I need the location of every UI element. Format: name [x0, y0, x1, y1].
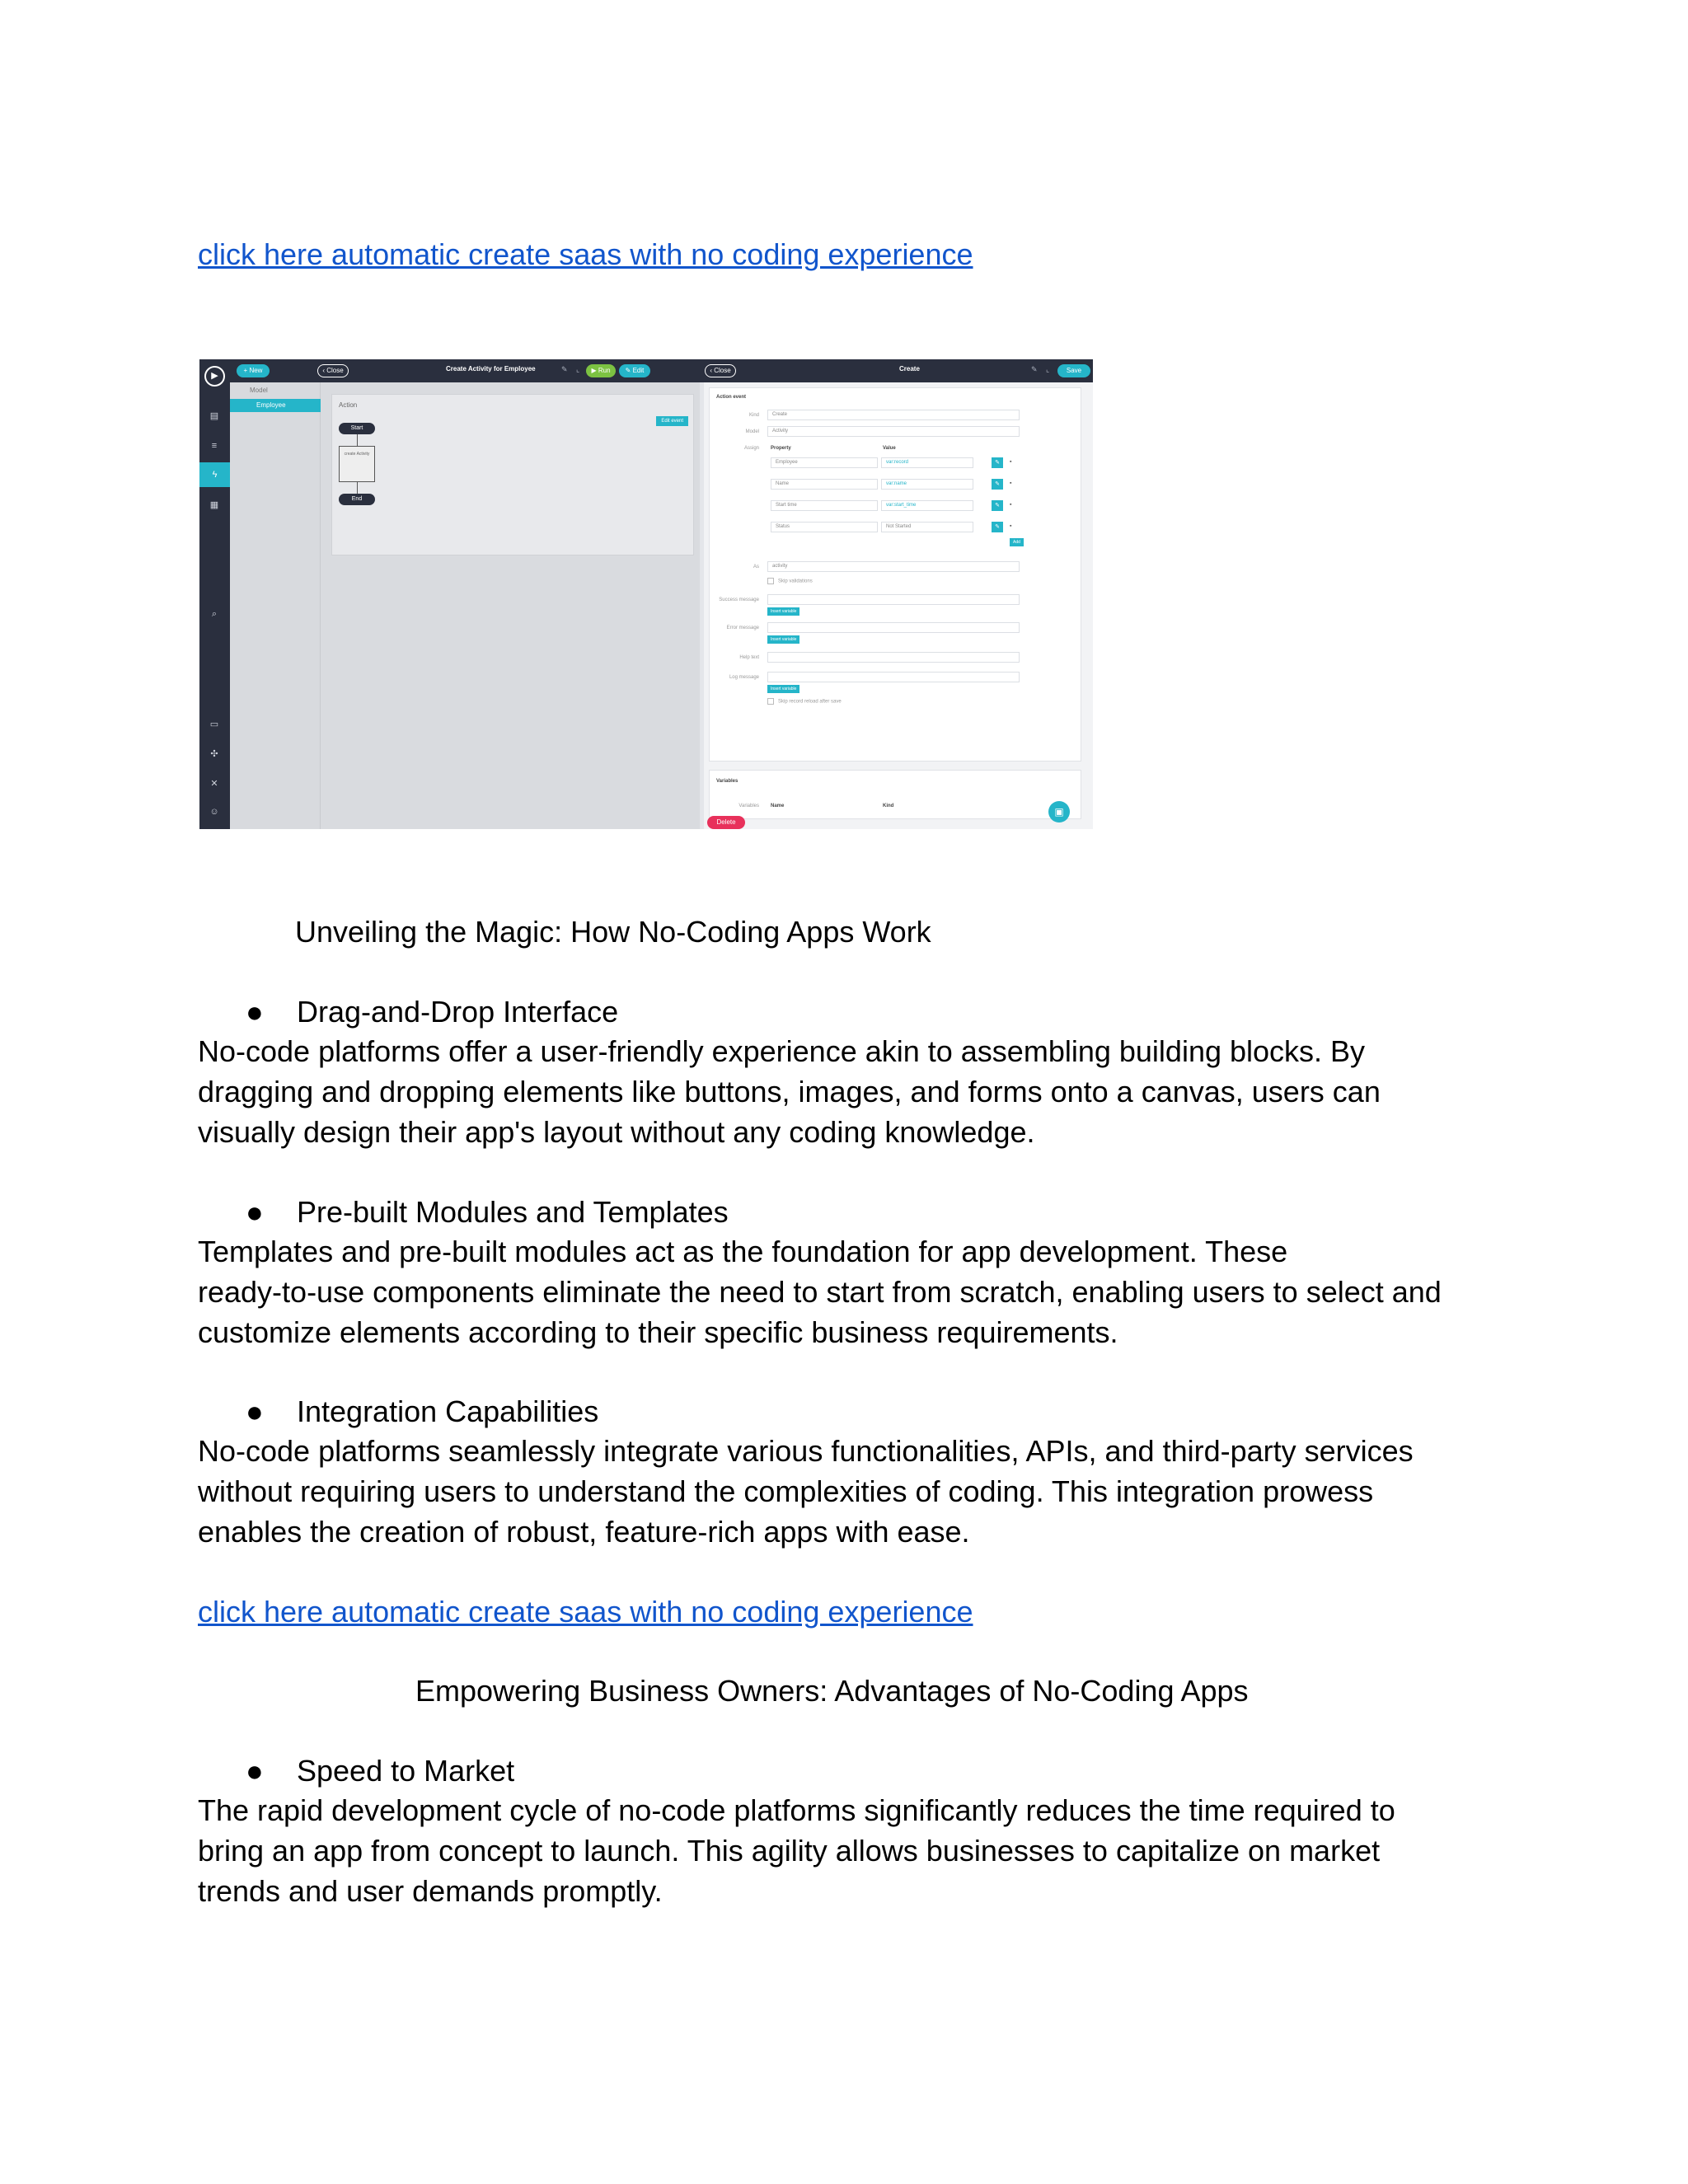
trash-icon: ▪	[1010, 480, 1012, 486]
trash-icon: ▪	[1010, 502, 1012, 508]
error-label: Error message	[726, 626, 759, 630]
wand-icon: ✎	[992, 479, 1003, 490]
app-screenshot	[199, 359, 1093, 829]
as-input: activity	[767, 561, 1020, 572]
success-input	[767, 594, 1020, 605]
action-event-label: Action event	[716, 395, 747, 400]
edit-event-button: Edit event	[656, 416, 688, 426]
delete-button: Delete	[707, 816, 745, 829]
skip-reload-checkbox: Skip record reload after save	[767, 698, 842, 705]
assign-value-2: var:start_time	[881, 500, 973, 511]
assign-property-3: Status	[771, 522, 878, 532]
store-icon: ▭	[209, 719, 219, 729]
avatar-icon: ☺	[209, 807, 219, 817]
paragraph-line: ready-to-use components eliminate the need to start from scratch, enabling users to select and	[198, 1275, 1442, 1309]
chart-icon-2: ⌞	[1046, 365, 1050, 373]
model-sidebar	[230, 382, 321, 829]
item-title: Pre-built Modules and Templates	[297, 1195, 729, 1229]
paragraph-line: without requiring users to understand the complexities of coding. This integration prowess	[198, 1474, 1374, 1508]
action-panel	[331, 394, 694, 555]
item-title: Integration Capabilities	[297, 1394, 599, 1428]
wand-icon: ✎	[992, 522, 1003, 532]
paragraph-line: trends and user demands promptly.	[198, 1874, 663, 1908]
help-label: Help text	[739, 655, 759, 660]
item-title: Drag-and-Drop Interface	[297, 995, 619, 1029]
item-paragraph	[198, 1031, 1484, 1152]
item-title: Speed to Market	[297, 1754, 515, 1788]
middle-promo-link[interactable]: click here automatic create saas with no coding experience	[198, 1595, 973, 1629]
model-label: Model	[745, 429, 759, 434]
name-header: Name	[771, 804, 785, 808]
form-pane	[704, 382, 1093, 829]
icon-rail	[199, 359, 230, 829]
value-header: Value	[883, 446, 896, 451]
assign-value-0: var:record	[881, 457, 973, 468]
action-label: Action	[339, 401, 358, 409]
property-header: Property	[771, 446, 791, 451]
item-paragraph	[198, 1790, 1484, 1911]
flow-title: Create Activity for Employee	[446, 365, 536, 373]
paragraph-line: No-code platforms offer a user-friendly experience akin to assembling building blocks. By	[198, 1034, 1366, 1068]
item-paragraph	[198, 1431, 1484, 1552]
paragraph-line: customize elements according to their specific business requirements.	[198, 1315, 1118, 1349]
top-promo-link[interactable]: click here automatic create saas with no coding experience	[198, 237, 973, 271]
assign-value-1: var:name	[881, 479, 973, 490]
kind-label: Kind	[748, 413, 759, 418]
file-icon: ▤	[209, 411, 219, 421]
paragraph-line: The rapid development cycle of no-code platforms significantly reduces the time required to	[198, 1793, 1395, 1827]
add-assign-button: Add	[1010, 538, 1024, 546]
create-activity-box: create Activity	[339, 446, 375, 482]
bullet-icon: ●	[246, 1394, 264, 1428]
assign-property-1: Name	[771, 479, 878, 490]
lightning-icon: ϟ	[199, 462, 230, 487]
success-label: Success message	[719, 598, 759, 602]
assign-label: Assign	[743, 446, 759, 451]
list-icon: ≡	[211, 441, 218, 451]
insert-variable-button: Insert variable	[767, 607, 799, 616]
table-icon: ▦	[209, 500, 219, 510]
form-title: Create	[899, 365, 920, 373]
run-button: ▶ Run	[586, 364, 616, 377]
start-node: Start	[339, 423, 375, 434]
log-label: Log message	[729, 675, 759, 680]
connector-line-2	[357, 482, 358, 494]
paragraph-line: bring an app from concept to launch. This agility allows businesses to capitalize on market	[198, 1834, 1381, 1868]
bullet-icon: ●	[246, 1195, 264, 1229]
skip-validations-checkbox: Skip validations	[767, 578, 813, 584]
pencil-icon-2: ✎	[1031, 365, 1038, 373]
search-icon: ⌕	[211, 609, 218, 619]
kind-select: Create	[767, 410, 1020, 420]
section2-heading: Empowering Business Owners: Advantages of No-Coding Apps	[415, 1674, 1249, 1708]
bullet-icon: ●	[246, 995, 264, 1029]
paragraph-line: No-code platforms seamlessly integrate various functionalities, APIs, and third-party services	[198, 1434, 1414, 1468]
save-button: Save	[1057, 364, 1090, 377]
wand-icon: ✎	[992, 457, 1003, 468]
list-item	[246, 1195, 729, 1230]
variables-card	[709, 770, 1081, 819]
as-label: As	[753, 565, 759, 569]
kind-header: Kind	[883, 804, 894, 808]
variables-label: Variables	[738, 804, 759, 808]
model-select: Activity	[767, 426, 1020, 437]
bullet-icon: ●	[246, 1754, 264, 1788]
assign-value-3: Not Started	[881, 522, 973, 532]
sidebar-model-label: Model	[250, 387, 268, 394]
assign-property-0: Employee	[771, 457, 878, 468]
paragraph-line: Templates and pre-built modules act as the foundation for app development. These	[198, 1235, 1288, 1268]
sidebar-item-employee: Employee	[230, 399, 321, 412]
play-logo-icon: ▶	[204, 366, 225, 387]
chat-bubble-icon: ▣	[1048, 801, 1070, 823]
action-event-card	[709, 387, 1081, 762]
paragraph-line: visually design their app's layout without any coding knowledge.	[198, 1115, 1035, 1149]
insert-variable-button: Insert variable	[767, 685, 799, 693]
close-button-right: ‹ Close	[705, 364, 736, 377]
paragraph-line: dragging and dropping elements like buttons, images, and forms onto a canvas, users can	[198, 1075, 1381, 1108]
list-item	[246, 1754, 514, 1788]
edit-button: ✎ Edit	[619, 364, 650, 377]
trash-icon: ▪	[1010, 459, 1012, 465]
list-item	[246, 1394, 598, 1429]
tools-icon: ✕	[210, 779, 218, 789]
paragraph-line: enables the creation of robust, feature-rich apps with ease.	[198, 1515, 970, 1549]
pencil-icon: ✎	[561, 365, 568, 373]
log-input	[767, 672, 1020, 682]
new-button: + New	[237, 364, 270, 377]
variables-section-label: Variables	[716, 779, 738, 784]
assign-property-2: Start time	[771, 500, 878, 511]
app-topbar	[230, 359, 1093, 382]
help-input	[767, 652, 1020, 663]
trash-icon: ▪	[1010, 523, 1012, 529]
connector-line	[357, 434, 358, 446]
insert-variable-button: Insert variable	[767, 635, 799, 644]
nodes-icon: ✣	[210, 749, 218, 759]
list-item	[246, 995, 618, 1029]
end-node: End	[339, 494, 375, 505]
close-button-left: ‹ Close	[317, 364, 349, 377]
wand-icon: ✎	[992, 500, 1003, 511]
item-paragraph	[198, 1231, 1484, 1352]
error-input	[767, 622, 1020, 633]
chart-icon: ⌞	[576, 365, 580, 373]
section1-heading: Unveiling the Magic: How No-Coding Apps Work	[295, 915, 931, 949]
